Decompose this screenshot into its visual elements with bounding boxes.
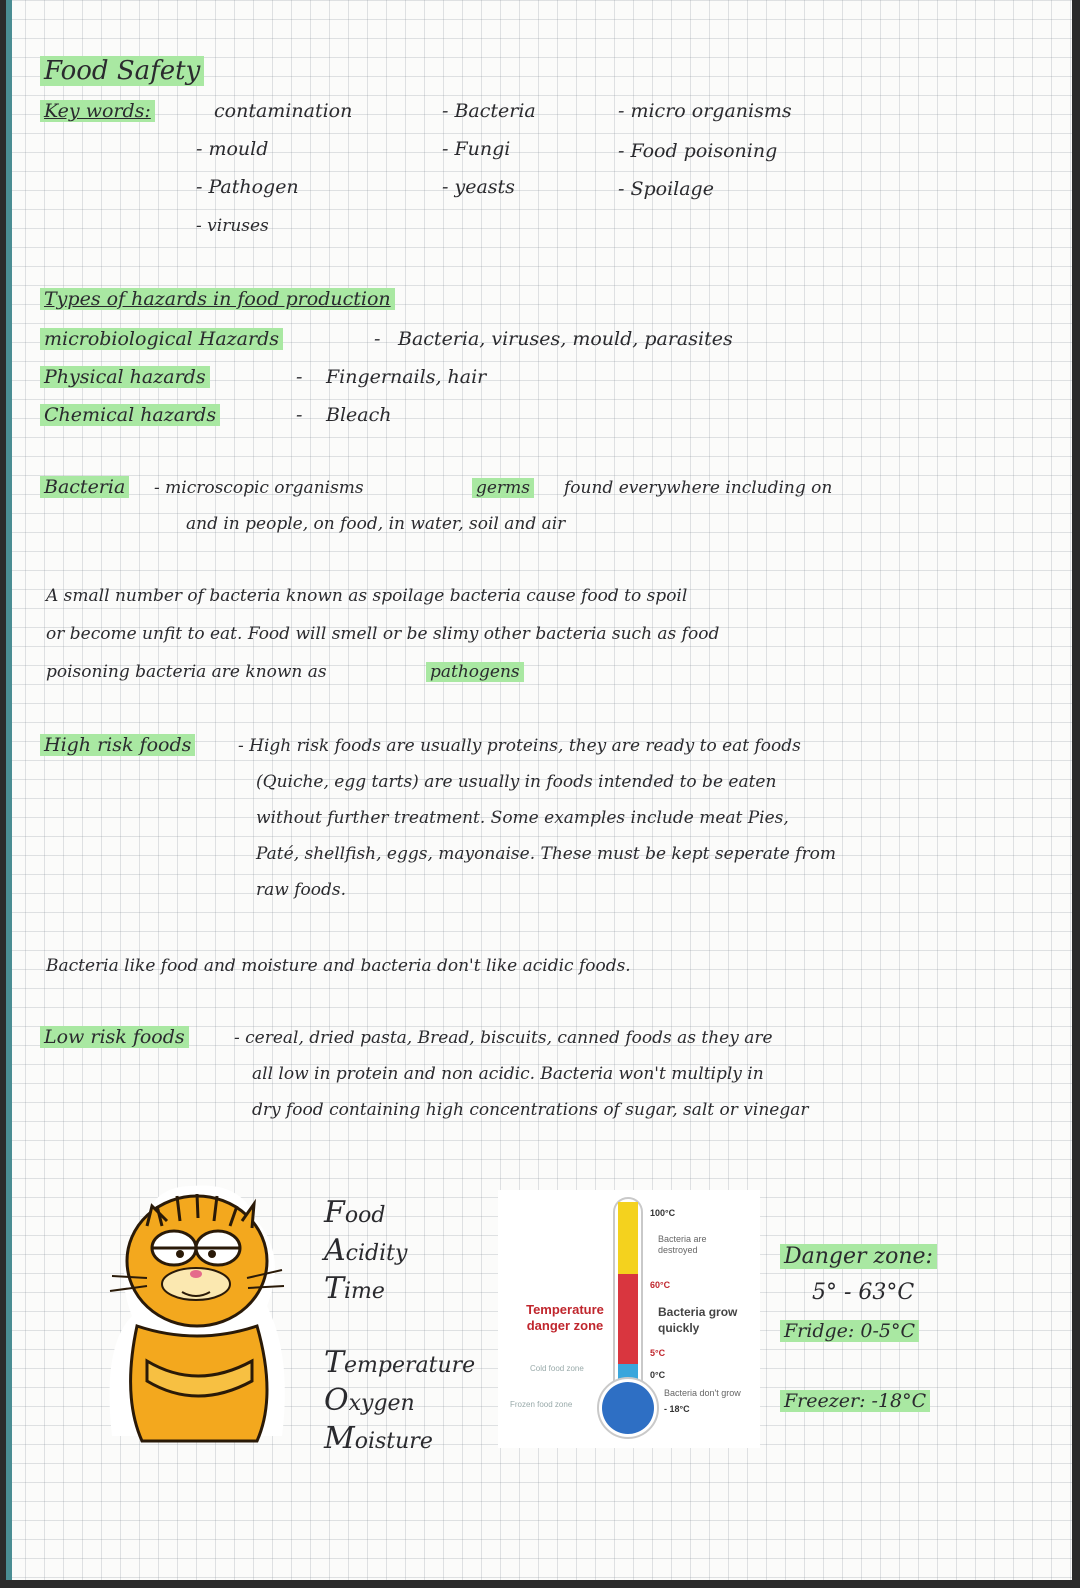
frozen-zone-label: Frozen food zone [510,1400,573,1409]
pathogens-highlight: pathogens [426,662,524,682]
temp-0-label: 0°C [650,1370,666,1380]
bacteria-line: and in people, on food, in water, soil and air [186,514,566,534]
temperature-thermometer-figure [498,1190,760,1448]
grow-label: Bacteria grow quickly [658,1305,738,1335]
bacteria-line: - microscopic organisms [154,478,364,498]
high-risk-label: High risk foods [40,734,195,756]
hazard-label: microbiological Hazards [40,328,283,350]
danger-zone-label: Temperature danger zone [526,1302,604,1333]
keyword: - Food poisoning [618,140,778,162]
keyword: - yeasts [442,176,515,198]
bacteria-germs: germs [472,478,534,498]
keyword: - Bacteria [442,100,536,122]
notebook-page [6,0,1072,1580]
fattom-item: Oxygen [324,1383,415,1418]
spoilage-line: poisoning bacteria are known as [46,662,327,682]
hazard-dash: - [296,404,303,426]
keyword: - Pathogen [196,176,299,198]
keyword: - micro organisms [618,100,792,122]
hazard-label: Chemical hazards [40,404,220,426]
keywords-label: Key words: [40,100,155,122]
temp-100-label: 100°C [650,1208,676,1218]
danger-zone-value: 5° - 63°C [812,1280,915,1305]
destroyed-label: Bacteria are destroyed [658,1234,707,1255]
temp-60-label: 60°C [650,1280,671,1290]
high-risk-line: (Quiche, egg tarts) are usually in foods intended to be eaten [256,772,777,792]
hazard-value: Bacteria, viruses, mould, parasites [398,328,733,350]
spoilage-line: A small number of bacteria known as spoilage bacteria cause food to spoil [46,586,688,606]
cold-zone-label: Cold food zone [530,1364,584,1373]
hazard-dash: - [296,366,303,388]
keyword: - mould [196,138,269,160]
temp-5-label: 5°C [650,1348,666,1358]
keyword: - Fungi [442,138,511,160]
high-risk-line: raw foods. [256,880,346,900]
hazard-label: Physical hazards [40,366,210,388]
fattom-item: Temperature [324,1345,476,1380]
keyword: - Spoilage [618,178,714,200]
keyword: contamination [214,100,353,122]
hazard-dash: - [374,328,381,350]
garfield-sticker-image [92,1166,292,1456]
keyword: - viruses [196,216,269,236]
high-risk-line: Paté, shellfish, eggs, mayonaise. These must be kept seperate from [256,844,836,864]
fattom-item: Acidity [324,1233,408,1268]
low-risk-line: all low in protein and non acidic. Bacteria won't multiply in [252,1064,764,1084]
hazard-value: Bleach [326,404,392,426]
temp-minus18-label: - 18°C [664,1404,690,1414]
low-risk-line: - cereal, dried pasta, Bread, biscuits, canned foods as they are [234,1028,773,1048]
fattom-item: Food [324,1195,386,1230]
low-risk-line: dry food containing high concentrations of sugar, salt or vinegar [252,1100,809,1120]
hazards-heading: Types of hazards in food production [40,288,395,310]
page-title: Food Safety [40,56,204,86]
bacteria-line: found everywhere including on [564,478,833,498]
spoilage-line: or become unfit to eat. Food will smell or be slimy other bacteria such as food [46,624,720,644]
low-risk-label: Low risk foods [40,1026,189,1048]
bacteria-label: Bacteria [40,476,129,498]
fattom-item: Moisture [324,1421,433,1456]
fattom-item: Time [324,1271,385,1306]
hazard-value: Fingernails, hair [326,366,487,388]
bacteria-like-text: Bacteria like food and moisture and bacteria don't like acidic foods. [46,956,631,976]
high-risk-line: without further treatment. Some examples include meat Pies, [256,808,789,828]
high-risk-line: - High risk foods are usually proteins, they are ready to eat foods [238,736,801,756]
fridge-temp: Fridge: 0-5°C [780,1320,919,1342]
dont-grow-label: Bacteria don't grow [664,1388,741,1398]
freezer-temp: Freezer: -18°C [780,1390,930,1412]
danger-zone-title: Danger zone: [780,1244,937,1269]
